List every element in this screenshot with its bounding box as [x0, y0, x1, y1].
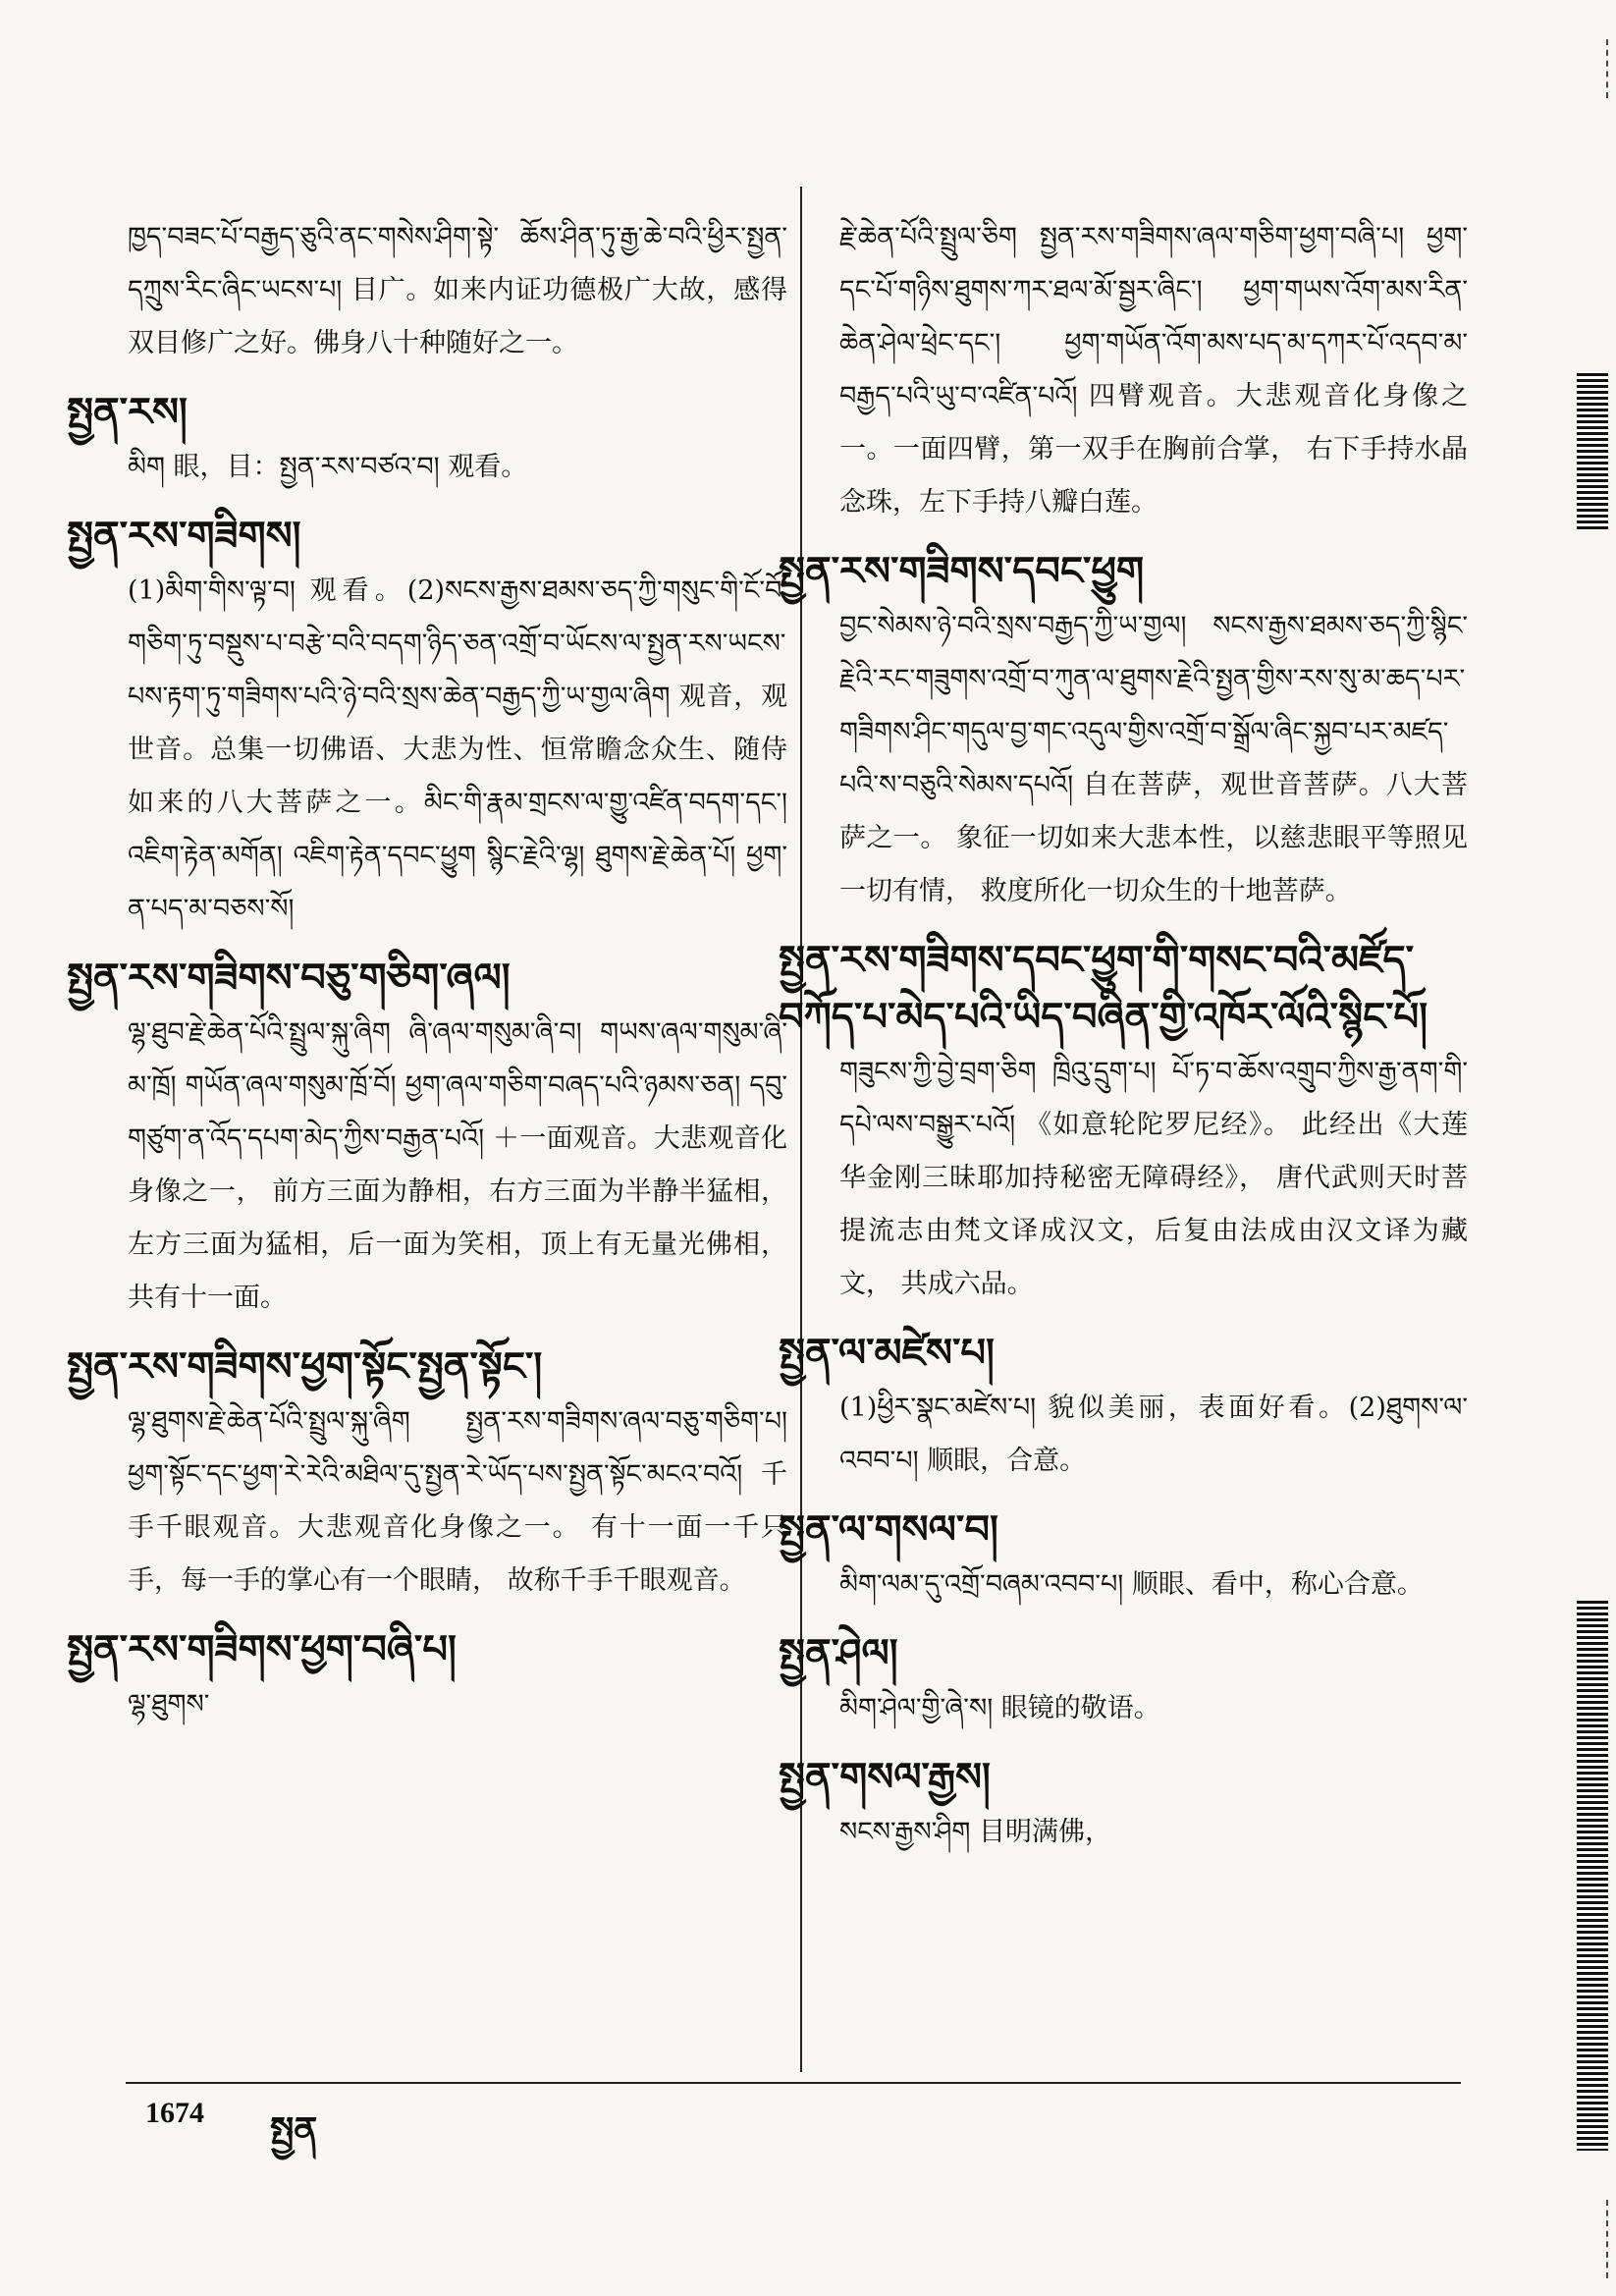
entry-body: རྗེ་ཆེན་པོའི་སྤྲུལ་ཅིག སྤྱན་རས་གཟིགས་ཞལ་གཅིག་ཕྱག་བཞི་པ། ཕྱག་དང་པོ་གཉིས་ཐུགས་ཀར་ཐལ་མོ་སྦྱར་ཞིང་། ཕྱག་གཡས་འོག་མས་རིན་ཆེན་ཤེལ་ཕྲེང་དང་། ཕྱག་གཡོན་འོག་མས་པད་མ་དཀར་པོ་འདབ་མ་བརྒྱད་པའི་ཡུ་བ་འཛིན་པའོ། 四臂观音。大悲观音化身像之一。一面四臂，第一双手在胸前合掌， 右下手持水晶念珠，左下手持八瓣白莲。 [839, 222, 1468, 518]
entry-headword: སྤྱན་རས་གཟིགས་ཕྱག་བཞི་པ། [67, 1627, 457, 1672]
entry [67, 508, 787, 936]
entry-body: མིག་ཤེལ་གྱི་ཞེ་ས། 眼镜的敬语。 [839, 1693, 1160, 1723]
entry [779, 543, 1468, 918]
entry-body: ལྷ་ཐུབ་རྗེ་ཆེན་པོའི་སྤྲུལ་སྐུ་ཞིག ཞི་ཞལ་གསུམ་ཞི་བ། གཡས་ཞལ་གསུམ་ཞི་མ་ཁྲོ། གཡོན་ཞལ་གསུམ་ཁྲོ་བོ། ཕྱག་ཞལ་གཅིག་བཞད་པའི་ཉམས་ཅན། དབུ་གཙུག་ན་འོད་དཔག་མེད་ཀྱིས་བརྒྱན་པའོ། ＋一面观音。大悲观音化身像之一， 前方三面为静相，右方三面为半静半猛相， 左方三面为猛相，后一面为笑相，顶上有无量光佛相， 共有十一面。 [128, 1017, 787, 1313]
left-column [67, 211, 787, 1745]
entry [779, 1325, 1468, 1488]
entry [779, 932, 1468, 1311]
entry-continued [128, 211, 787, 370]
entry-body: བྱང་སེམས་ཉེ་བའི་སྲས་བརྒྱད་ཀྱི་ཡ་གྱལ། སངས་རྒྱས་ཐམས་ཅད་ཀྱི་སྙིང་རྗེའི་རང་གཟུགས་འགྲོ་བ་ཀུན་ལ་ཐུགས་རྗེའི་སྤྱན་གྱིས་རས་སུ་མ་ཆད་པར་གཟིགས་ཤིང་གདུལ་བྱ་གང་འདུལ་གྱིས་འགྲོ་བ་སྒྲོལ་ཞིང་སྐྱབ་པར་མཛད་པའི་ས་བཅུའི་སེམས་དཔའོ། 自在菩萨，观世音菩萨。八大菩萨之一。 象征一切如来大悲本性，以慈悲眼平等照见一切有情， 救度所化一切众生的十地菩萨。 [839, 611, 1468, 906]
entry-headword: སྤྱན་ལ་གསལ་བ། [779, 1507, 998, 1553]
entry-headword: སྤྱན་གསལ་རྒྱས། [779, 1755, 991, 1800]
entry-body: ལྷ་ཐུགས་ [128, 1689, 210, 1720]
entry-body: མིག 眼，目：སྤྱན་རས་བཙའ་བ། 观看。 [128, 452, 528, 482]
entry-body: སངས་རྒྱས་ཤིག 目明满佛， [839, 1817, 1112, 1847]
footer-rule [126, 2082, 1461, 2084]
entry [779, 1502, 1468, 1612]
entry [67, 1339, 787, 1608]
entry-headword: སྤྱན་རས་གཟིགས་བཅུ་གཅིག་ཞལ། [67, 956, 511, 1001]
entry-body: མིག་ལམ་དུ་འགྲོ་བཞམ་འབབ་པ། 顺眼、看中，称心合意。 [839, 1569, 1424, 1600]
entry [67, 950, 787, 1325]
entry-body: (1)མིག་གིས་ལྟ་བ། 观看。(2)སངས་རྒྱས་ཐམས་ཅད་ཀྱི་གསུང་གི་ངོ་བོ་གཅིག་ཏུ་བསྡུས་པ་བརྩེ་བའི་བདག་ཉིད་ཅན་འགྲོ་བ་ཡོངས་ལ་སྤྱན་རས་ཡངས་པས་རྟག་ཏུ་གཟིགས་པའི་ཉེ་བའི་སྲས་ཆེན་བརྒྱད་ཀྱི་ཡ་གྱལ་ཞིག 观音，观世音。总集一切佛语、大悲为性、恒常瞻念众生、随侍如来的八大菩萨之一。མིང་གི་རྣམ་གྲངས་ལ་གྱུ་འཛིན་བདག་དང་། འཇིག་རྟེན་མགོན། འཇིག་རྟེན་དབང་ཕྱུག སྙིང་རྗེའི་ལྷ། ཐུགས་རྗེ་ཆེན་པོ། ཕྱག་ན་པད་མ་བཅས་སོ། [128, 575, 787, 924]
entry [779, 1749, 1468, 1859]
entry-headword: སྤྱན་རས་གཟིགས་ཕྱག་སྟོང་སྤྱན་སྟོང་། [67, 1344, 543, 1390]
page-number: 1674 [145, 2097, 204, 2129]
right-column [779, 211, 1468, 1873]
entry-headword: སྤྱན་རས་གཟིགས་དབང་ཕྱུག་གི་གསང་བའི་མཛོད་བཀོད་པ་མེད་པའི་ཡིད་བཞིན་གྱི་འཁོར་ལོའི་སྙིང་པོ། [779, 938, 1428, 1040]
scan-edge-mark [1577, 373, 1608, 530]
scan-edge-mark [1575, 39, 1608, 98]
entry-headword: སྤྱན་རས་གཟིགས། [67, 514, 301, 559]
scan-edge-mark [1577, 1601, 1608, 2151]
entry-body: ཁྱད་བཟང་པོ་བརྒྱད་ཅུའི་ནང་གསེས་ཤིག་སྟེ་ ཆོས་ཤིན་ཏུ་རྒྱ་ཆེ་བའི་ཕྱིར་སྤྱན་དཀྲུས་རིང་ཞིང་ཡངས་པ། 目广。如来内证功德极广大故，感得双目修广之好。佛身八十种随好之一。 [128, 222, 787, 358]
entry [67, 384, 787, 494]
entry [779, 1625, 1468, 1735]
entry-body: གཟུངས་ཀྱི་བྱེ་བྲག་ཅིག ཁྲིའུ་དྲུག་པ། པོ་ཏ་བ་ཆོས་འགྲུབ་ཀྱིས་རྒྱ་ནག་གི་དཔེ་ལས་བསྒྱུར་པའོ། 《如意轮陀罗尼经》。 此经出《大莲华金刚三昧耶加持秘密无障碍经》， 唐代武则天时菩提流志由梵文译成汉文，后复由法成由汉文译为藏文， 共成六品。 [839, 1057, 1468, 1299]
entry-headword: སྤྱན་རས་གཟིགས་དབང་ཕྱུག [779, 549, 1145, 594]
entry-continued [839, 211, 1468, 529]
entry-headword: སྤྱན་ཤེལ། [779, 1631, 898, 1676]
entry [67, 1621, 787, 1731]
entry-body: (1)ཕྱིར་སྣང་མཛེས་པ། 貌似美丽，表面好看。(2)ཐུགས་ལ་འབབ་པ། 顺眼，合意。 [839, 1393, 1468, 1476]
running-head: སྤྱན [270, 2110, 318, 2151]
entry-headword: སྤྱན་རས། [67, 390, 188, 435]
entry-body: ལྷ་ཐུགས་རྗེ་ཆེན་པོའི་སྤྲུལ་སྐུ་ཞིག སྤྱན་རས་གཟིགས་ཞལ་བཅུ་གཅིག་པ། ཕྱག་སྟོང་དང་ཕྱག་རེ་རེའི་མཐིལ་དུ་སྤྱན་རེ་ཡོད་པས་སྤྱན་སྟོང་མངའ་བའོ། 千手千眼观音。大悲观音化身像之一。 有十一面一千只手，每一手的掌心有一个眼睛， 故称千手千眼观音。 [128, 1406, 787, 1596]
entry-headword: སྤྱན་ལ་མཛེས་པ། [779, 1331, 995, 1376]
scan-edge-mark [1575, 2200, 1608, 2278]
